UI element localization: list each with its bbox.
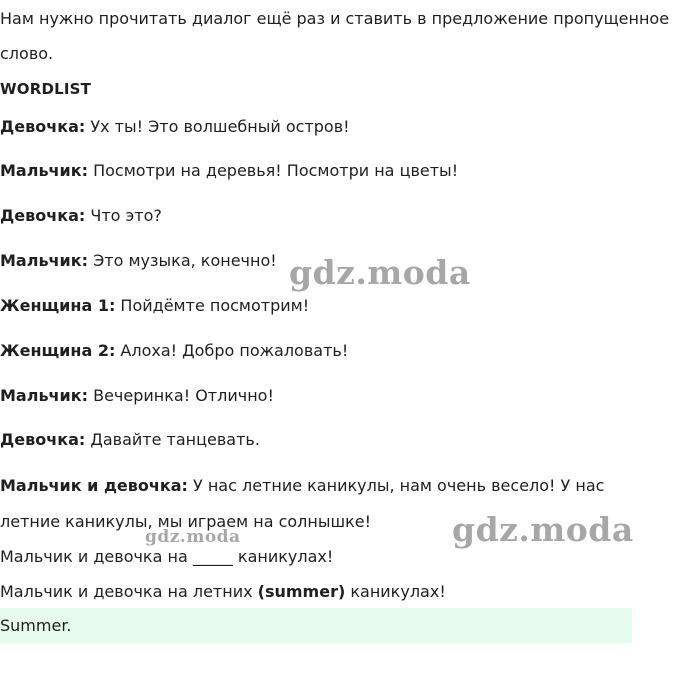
intro-text: Нам нужно прочитать диалог ещё раз и ставить в предложение пропущенное слово. — [0, 9, 670, 63]
dialogue-line — [0, 198, 162, 234]
gap-sentence: Мальчик и девочка на _____ каникулах! — [0, 547, 334, 566]
watermark: gdz.moda — [452, 510, 634, 549]
line-text: Ух ты! Это волшебный остров! — [85, 117, 350, 136]
dialogue-line — [0, 109, 350, 145]
speaker: Женщина 2: — [0, 341, 116, 360]
dialogue-line — [0, 243, 277, 279]
line-text: У нас летние каникулы, нам очень весело! У нас летние каникулы, мы играем на солнышке! — [0, 476, 605, 531]
speaker: Девочка: — [0, 430, 86, 449]
answer-text: Summer. — [0, 616, 72, 635]
line-text: Что это? — [85, 206, 162, 225]
dialogue-line — [0, 422, 260, 458]
line-text: Давайте танцевать. — [85, 430, 260, 449]
line-text: Посмотри на деревья! Посмотри на цветы! — [88, 161, 459, 180]
speaker: Мальчик: — [0, 386, 89, 405]
dialogue-line — [0, 288, 309, 324]
speaker: Девочка: — [0, 206, 86, 225]
dialogue-line — [0, 333, 348, 369]
line-text: Пойдёмте посмотрим! — [115, 296, 310, 315]
filled-sentence — [0, 582, 446, 601]
speaker: Мальчик и девочка: — [0, 476, 188, 495]
watermark: gdz.moda — [145, 527, 241, 547]
dialogue-line — [0, 153, 458, 189]
speaker: Девочка: — [0, 117, 86, 136]
speaker: Мальчик: — [0, 161, 89, 180]
filled-after: каникулах! — [345, 582, 446, 601]
line-text: Это музыка, конечно! — [88, 251, 277, 270]
filled-word: (summer) — [257, 582, 346, 601]
watermark: gdz.moda — [289, 253, 471, 292]
filled-before: Мальчик и девочка на летних — [0, 582, 258, 601]
line-text: Алоха! Добро пожаловать! — [115, 341, 349, 360]
speaker: Женщина 1: — [0, 296, 116, 315]
dialogue-line — [0, 378, 274, 414]
speaker: Мальчик: — [0, 251, 89, 270]
answer-box — [0, 608, 632, 643]
wordlist-heading: WORDLIST — [0, 80, 92, 98]
line-text: Вечеринка! Отлично! — [88, 386, 274, 405]
